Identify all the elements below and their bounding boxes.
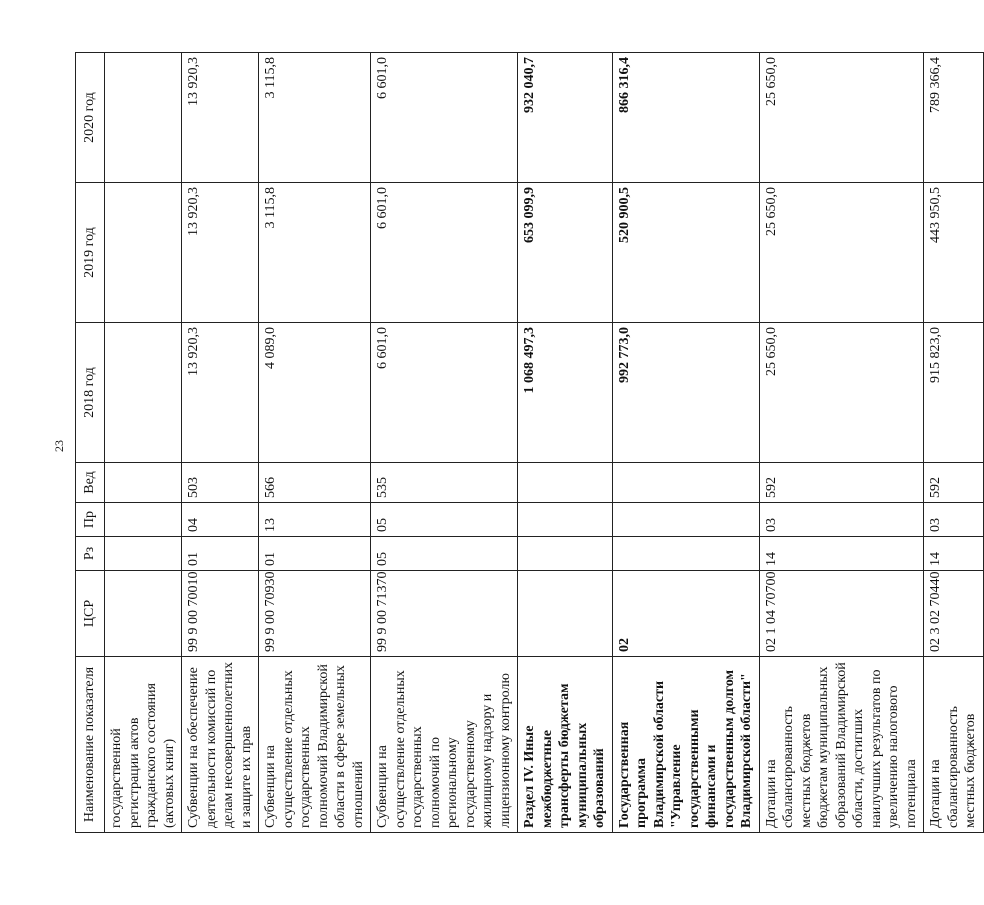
row-2018: 1 068 497,3 [518,323,613,463]
header-2019: 2019 год [76,183,105,323]
page-number: 23 [52,440,66,452]
row-pr [612,503,759,537]
row-2018 [105,323,182,463]
row-ved [518,463,613,503]
row-2018: 25 650,0 [759,323,924,463]
row-rz: 01 [259,537,371,571]
row-2019: 25 650,0 [759,183,924,323]
row-pr: 13 [259,503,371,537]
row-name: Субвенции на осуществление отдельных государственных полномочий Владимирской области в сфере земельных отношений [259,657,371,833]
row-rz: 05 [371,537,518,571]
row-2019: 3 115,8 [259,183,371,323]
table-row [759,53,924,833]
row-csr [518,571,613,657]
row-2020: 789 366,4 [924,53,984,183]
table-row [259,53,371,833]
row-pr [105,503,182,537]
header-2020: 2020 год [76,53,105,183]
header-2018: 2018 год [76,323,105,463]
row-name: Дотации на сбалансированность местных бюджетов [924,657,984,833]
row-ved [105,463,182,503]
table-row-section [518,53,613,833]
row-csr [105,571,182,657]
row-pr: 03 [924,503,984,537]
row-2018: 13 920,3 [182,323,259,463]
row-name: Субвенции на обеспечение деятельности комиссий по делам несовершеннолетних и защите их прав [182,657,259,833]
row-csr: 99 9 00 70930 [259,571,371,657]
header-csr: ЦСР [76,571,105,657]
row-rz: 14 [924,537,984,571]
row-name: государственной регистрации актов гражданского состояния (актовых книг) [105,657,182,833]
row-csr: 02 1 04 70700 [759,571,924,657]
row-csr: 02 [612,571,759,657]
row-ved: 503 [182,463,259,503]
table-row-program [612,53,759,833]
row-ved: 566 [259,463,371,503]
table-row [105,53,182,833]
header-name: Наименование показателя [76,657,105,833]
rotated-page [75,53,978,833]
row-rz: 01 [182,537,259,571]
header-pr: Пр [76,503,105,537]
row-pr: 04 [182,503,259,537]
row-ved: 535 [371,463,518,503]
row-name: Дотации на сбалансированность местных бюджетов бюджетам муниципальных образований Владимирской области, достигших наилучших результатов по увеличению налогового потенциала [759,657,924,833]
row-csr: 99 9 00 71370 [371,571,518,657]
row-2019: 520 900,5 [612,183,759,323]
table-row [924,53,984,833]
row-pr: 03 [759,503,924,537]
header-rz: Рз [76,537,105,571]
row-2018: 915 823,0 [924,323,984,463]
row-rz [105,537,182,571]
row-2018: 6 601,0 [371,323,518,463]
row-2019: 6 601,0 [371,183,518,323]
row-rz: 14 [759,537,924,571]
row-2020: 932 040,7 [518,53,613,183]
row-2020: 6 601,0 [371,53,518,183]
row-csr: 02 3 02 70440 [924,571,984,657]
row-2020: 13 920,3 [182,53,259,183]
row-2020: 3 115,8 [259,53,371,183]
budget-table [75,52,984,833]
row-ved [612,463,759,503]
table-header-row [76,53,105,833]
row-name: Субвенции на осуществление отдельных государственных полномочий по региональному государственному жилищному надзору и лицензионному контролю [371,657,518,833]
row-pr: 05 [371,503,518,537]
table-row [371,53,518,833]
row-2019: 13 920,3 [182,183,259,323]
table-row [182,53,259,833]
row-pr [518,503,613,537]
row-2020: 25 650,0 [759,53,924,183]
row-2019: 443 950,5 [924,183,984,323]
row-2019 [105,183,182,323]
row-2018: 4 089,0 [259,323,371,463]
row-2020: 866 316,4 [612,53,759,183]
row-name: Государственная программа Владимирской области "Управление государственными финансами и государственным долгом Владимирской области" [612,657,759,833]
row-2019: 653 099,9 [518,183,613,323]
row-name: Раздел IV. Иные межбюджетные трансферты бюджетам муниципальных образований [518,657,613,833]
row-ved: 592 [759,463,924,503]
row-rz [612,537,759,571]
header-ved: Вед [76,463,105,503]
row-2020 [105,53,182,183]
row-ved: 592 [924,463,984,503]
row-2018: 992 773,0 [612,323,759,463]
row-rz [518,537,613,571]
row-csr: 99 9 00 70010 [182,571,259,657]
